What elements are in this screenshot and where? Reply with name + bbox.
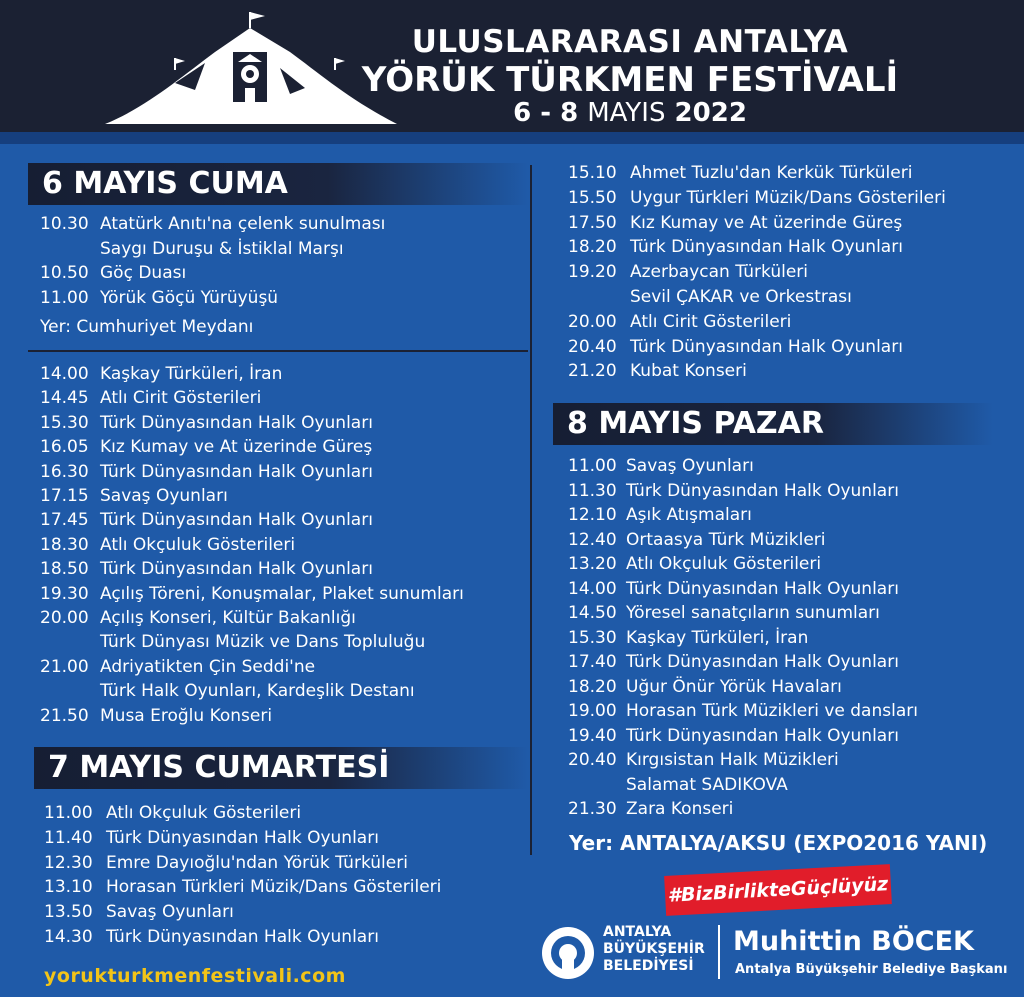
schedule-time: 18.20 [568, 676, 617, 697]
schedule-row [40, 386, 261, 410]
schedule-row [568, 335, 903, 359]
schedule-row [568, 161, 912, 185]
schedule-time: 15.10 [568, 163, 617, 183]
schedule-row [568, 773, 788, 797]
schedule-time: 21.00 [40, 656, 89, 677]
schedule-row [40, 460, 373, 484]
schedule-row [40, 212, 385, 236]
day3-heading: 8 MAYIS PAZAR [553, 403, 993, 445]
schedule-row [568, 675, 842, 699]
schedule-event: Zara Konseri [626, 799, 734, 819]
schedule-event: Türk Dünyasından Halk Oyunları [626, 480, 899, 501]
schedule-time: 19.20 [568, 262, 617, 283]
festival-title-line2: YÖRÜK TÜRKMEN FESTİVALİ [361, 60, 899, 100]
dates-month: MAYIS [587, 98, 666, 128]
schedule-event: Atlı Cirit Gösterileri [100, 388, 262, 409]
schedule-event: Uğur Önür Yörük Havaları [626, 676, 842, 697]
schedule-row [40, 362, 282, 386]
schedule-event: Türk Dünyasından Halk Oyunları [100, 412, 373, 433]
schedule-row [568, 285, 852, 309]
schedule-event: Kız Kumay ve At üzerinde Güreş [630, 212, 903, 233]
schedule-time: 10.30 [40, 214, 89, 234]
schedule-time: 11.00 [44, 803, 93, 823]
schedule-row [44, 900, 234, 924]
schedule-row [568, 479, 899, 503]
schedule-event: Uygur Türkleri Müzik/Dans Gösterileri [630, 187, 946, 208]
dates-range: 6 - 8 [513, 98, 579, 128]
mayor-name: Muhittin BÖCEK [733, 926, 974, 957]
schedule-row [568, 211, 902, 235]
schedule-row [44, 875, 441, 899]
schedule-event: Salamat SADIKOVA [626, 774, 788, 795]
header-stripe [0, 132, 1024, 144]
schedule-event: Türk Halk Oyunları, Kardeşlik Destanı [100, 681, 415, 702]
schedule-time: 12.40 [568, 529, 617, 550]
schedule-event: Aşık Atışmaları [626, 505, 752, 525]
day1-section-divider [28, 350, 528, 352]
schedule-time: 20.00 [40, 608, 89, 628]
festival-title-line1: ULUSLARARASI ANTALYA [411, 24, 849, 60]
schedule-time: 11.00 [568, 456, 617, 476]
schedule-event: Saygı Duruşu & İstiklal Marşı [100, 238, 344, 259]
schedule-event: Adriyatikten Çin Seddi'ne [100, 656, 316, 677]
schedule-event: Sevil ÇAKAR ve Orkestrası [630, 287, 852, 307]
schedule-row [568, 552, 821, 576]
schedule-time: 13.10 [44, 877, 93, 898]
schedule-event: Ahmet Tuzlu'dan Kerkük Türküleri [630, 163, 913, 183]
schedule-row [568, 626, 808, 650]
schedule-event: Emre Dayıoğlu'ndan Yörük Türküleri [106, 852, 408, 873]
schedule-time: 17.15 [40, 486, 89, 506]
schedule-event: Türk Dünyasından Halk Oyunları [626, 725, 899, 746]
schedule-time: 16.05 [40, 437, 89, 458]
schedule-row [40, 508, 373, 532]
municipality-line2: BÜYÜKŞEHİR [603, 941, 705, 957]
schedule-time: 15.30 [40, 412, 89, 433]
schedule-event: Ortaasya Türk Müzikleri [626, 529, 826, 550]
schedule-time: 20.00 [568, 311, 617, 332]
schedule-event: Kırgısistan Halk Müzikleri [626, 750, 839, 770]
schedule-row [568, 310, 791, 334]
schedule-time: 14.30 [44, 927, 93, 947]
schedule-event: Türk Dünyasından Halk Oyunları [626, 578, 899, 599]
schedule-row [568, 748, 839, 772]
schedule-row [40, 484, 228, 508]
schedule-event: Yöresel sanatçıların sunumları [626, 603, 880, 623]
day1-heading: 6 MAYIS CUMA [28, 163, 528, 205]
schedule-event: Türk Dünyasından Halk Oyunları [100, 510, 373, 531]
schedule-time: 10.50 [40, 263, 89, 283]
schedule-time: 14.00 [40, 364, 89, 384]
schedule-time: 15.50 [568, 187, 617, 208]
schedule-time: 19.30 [40, 583, 89, 604]
schedule-event: Horasan Türk Müzikleri ve dansları [626, 701, 918, 721]
footer-separator [718, 925, 720, 979]
schedule-event: Savaş Oyunları [100, 486, 228, 506]
schedule-event: Türk Dünyası Müzik ve Dans Topluluğu [100, 632, 426, 653]
municipality-name [603, 924, 705, 975]
schedule-row [568, 577, 899, 601]
schedule-event: Türk Dünyasından Halk Oyunları [630, 336, 903, 357]
schedule-event: Atatürk Anıtı'na çelenk sunulması [100, 214, 386, 234]
schedule-event: Açılış Konseri, Kültür Bakanlığı [100, 608, 356, 628]
schedule-event: Kubat Konseri [630, 361, 747, 382]
mayor-title: Antalya Büyükşehir Belediye Başkanı [735, 962, 1008, 977]
schedule-time: 11.40 [44, 827, 93, 848]
schedule-time: 12.30 [44, 852, 93, 873]
schedule-time: 16.30 [40, 461, 89, 482]
festival-dates [340, 98, 920, 128]
schedule-time: 20.40 [568, 336, 617, 357]
schedule-row [44, 925, 379, 949]
schedule-event: Türk Dünyasından Halk Oyunları [626, 652, 899, 672]
schedule-event: Türk Dünyasından Halk Oyunları [106, 827, 379, 848]
schedule-row [568, 528, 826, 552]
schedule-time: 21.20 [568, 361, 617, 382]
schedule-time: 17.50 [568, 212, 617, 233]
schedule-event: Kız Kumay ve At üzerinde Güreş [100, 437, 373, 458]
schedule-event: Göç Duası [100, 263, 187, 283]
schedule-row [44, 851, 408, 875]
schedule-time: 14.45 [40, 388, 89, 409]
schedule-row [568, 503, 752, 527]
schedule-time: 11.00 [40, 287, 89, 308]
municipality-line1: ANTALYA [603, 924, 672, 940]
schedule-row [568, 235, 903, 259]
schedule-event: Savaş Oyunları [106, 902, 234, 923]
column-divider [530, 165, 532, 855]
schedule-row [568, 797, 733, 821]
schedule-event: Azerbaycan Türküleri [630, 262, 809, 283]
schedule-row [40, 630, 425, 654]
schedule-row [40, 286, 278, 310]
schedule-event: Kaşkay Türküleri, İran [100, 364, 283, 384]
schedule-event: Kaşkay Türküleri, İran [626, 627, 809, 648]
schedule-event: Atlı Okçuluk Gösterileri [106, 803, 302, 823]
schedule-event: Türk Dünyasından Halk Oyunları [100, 461, 373, 482]
schedule-time: 18.20 [568, 237, 617, 258]
schedule-event: Atlı Okçuluk Gösterileri [100, 534, 296, 555]
schedule-row [40, 679, 415, 703]
schedule-row [40, 411, 373, 435]
schedule-time: 18.50 [40, 559, 89, 580]
schedule-event: Türk Dünyasından Halk Oyunları [106, 927, 379, 947]
schedule-time: 17.40 [568, 652, 617, 672]
schedule-row [40, 261, 186, 285]
schedule-row [40, 237, 344, 261]
schedule-time: 12.10 [568, 505, 617, 525]
schedule-time: 20.40 [568, 750, 617, 770]
schedule-row [40, 655, 315, 679]
schedule-row [40, 606, 356, 630]
day3-venue: Yer: ANTALYA/AKSU (EXPO2016 YANI) [569, 831, 988, 855]
schedule-time: 14.00 [568, 578, 617, 599]
schedule-row [568, 699, 918, 723]
schedule-time: 19.40 [568, 725, 617, 746]
schedule-time: 21.50 [40, 705, 89, 726]
schedule-row [568, 359, 747, 383]
day2-heading: 7 MAYIS CUMARTESİ [34, 747, 528, 789]
schedule-row [568, 650, 899, 674]
schedule-row [40, 435, 372, 459]
schedule-event: Savaş Oyunları [626, 456, 754, 476]
schedule-row [568, 454, 754, 478]
schedule-time: 21.30 [568, 799, 617, 819]
schedule-time: 14.50 [568, 603, 617, 623]
schedule-event: Horasan Türkleri Müzik/Dans Gösterileri [106, 877, 442, 898]
schedule-event: Türk Dünyasından Halk Oyunları [100, 559, 373, 580]
schedule-row [568, 260, 808, 284]
dates-year: 2022 [674, 98, 747, 128]
hashtag-badge: #BizBirlikteGüçlüyüz [664, 864, 892, 916]
schedule-time: 13.50 [44, 902, 93, 923]
schedule-event: Yörük Göçü Yürüyüşü [100, 287, 279, 308]
schedule-event: Atlı Okçuluk Gösterileri [626, 554, 822, 574]
schedule-row [40, 533, 295, 557]
schedule-row [568, 186, 946, 210]
schedule-event: Musa Eroğlu Konseri [100, 705, 273, 726]
schedule-time: 17.45 [40, 510, 89, 531]
schedule-event: Açılış Töreni, Konuşmalar, Plaket sunumları [100, 583, 464, 604]
schedule-row [44, 826, 379, 850]
schedule-row [40, 704, 272, 728]
schedule-row [40, 557, 373, 581]
schedule-row [568, 724, 899, 748]
schedule-row [44, 801, 301, 825]
schedule-time: 18.30 [40, 534, 89, 555]
schedule-time: 11.30 [568, 480, 617, 501]
schedule-event: Atlı Cirit Gösterileri [630, 311, 792, 332]
schedule-row [568, 601, 880, 625]
municipality-logo-icon [540, 925, 596, 981]
schedule-row [40, 582, 464, 606]
schedule-event: Türk Dünyasından Halk Oyunları [630, 237, 903, 258]
day1-venue: Yer: Cumhuriyet Meydanı [40, 317, 254, 337]
schedule-time: 19.00 [568, 701, 617, 721]
schedule-time: 15.30 [568, 627, 617, 648]
municipality-line3: BELEDİYESİ [603, 958, 694, 974]
schedule-time: 13.20 [568, 554, 617, 574]
website-link[interactable]: yorukturkmenfestivali.com [44, 965, 346, 987]
